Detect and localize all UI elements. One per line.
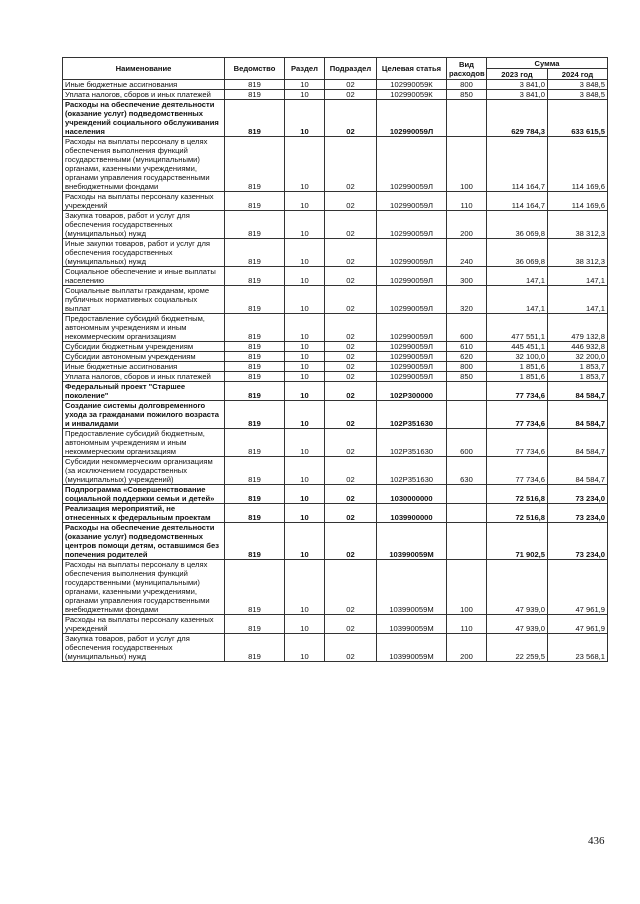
table-row	[63, 90, 608, 100]
row-razdel-cell: 10	[285, 634, 325, 662]
row-podrazdel-cell: 02	[325, 80, 377, 90]
row-vedomstvo-cell: 819	[225, 560, 285, 615]
row-name-cell: Иные закупки товаров, работ и услуг для обеспечения государственных (муниципальных) нужд	[63, 239, 225, 267]
row-vedomstvo-cell: 819	[225, 615, 285, 634]
row-razdel-cell: 10	[285, 90, 325, 100]
row-expense-type-cell	[447, 523, 487, 560]
row-name-cell: Субсидии автономным учреждениям	[63, 352, 225, 362]
row-name-cell: Уплата налогов, сборов и иных платежей	[63, 90, 225, 100]
row-sum-2023-cell: 22 259,5	[487, 634, 548, 662]
row-name-cell: Уплата налогов, сборов и иных платежей	[63, 372, 225, 382]
row-razdel-cell: 10	[285, 192, 325, 211]
row-podrazdel-cell: 02	[325, 362, 377, 372]
table-row	[63, 401, 608, 429]
row-sum-2023-cell: 47 939,0	[487, 560, 548, 615]
table-row	[63, 100, 608, 137]
row-sum-2024-cell: 84 584,7	[548, 401, 608, 429]
row-name-cell: Расходы на выплаты персоналу в целях обеспечения выполнения функций государственными (муниципальными) органами, казенными учреждениями, органами управления государственными внебюджетными фондами	[63, 137, 225, 192]
row-expense-type-cell: 200	[447, 211, 487, 239]
table-row	[63, 80, 608, 90]
row-expense-type-cell: 620	[447, 352, 487, 362]
table-row	[63, 560, 608, 615]
row-expense-type-cell: 800	[447, 80, 487, 90]
table-row	[63, 523, 608, 560]
row-expense-type-cell: 850	[447, 372, 487, 382]
row-sum-2024-cell: 114 169,6	[548, 137, 608, 192]
row-razdel-cell: 10	[285, 80, 325, 90]
row-podrazdel-cell: 02	[325, 192, 377, 211]
row-podrazdel-cell: 02	[325, 342, 377, 352]
row-podrazdel-cell: 02	[325, 560, 377, 615]
row-name-cell: Подпрограмма «Совершенствование социальной поддержки семьи и детей»	[63, 485, 225, 504]
row-vedomstvo-cell: 819	[225, 457, 285, 485]
row-podrazdel-cell: 02	[325, 211, 377, 239]
row-expense-type-cell: 100	[447, 560, 487, 615]
header-year-2024: 2024 год	[548, 69, 608, 80]
row-razdel-cell: 10	[285, 457, 325, 485]
row-name-cell: Предоставление субсидий бюджетным, автономным учреждениям и иным некоммерческим организациям	[63, 314, 225, 342]
table-row	[63, 286, 608, 314]
row-razdel-cell: 10	[285, 352, 325, 362]
row-razdel-cell: 10	[285, 267, 325, 286]
row-razdel-cell: 10	[285, 314, 325, 342]
row-target-article-cell: 103990059М	[377, 523, 447, 560]
row-vedomstvo-cell: 819	[225, 429, 285, 457]
row-target-article-cell: 103990059М	[377, 560, 447, 615]
row-vedomstvo-cell: 819	[225, 267, 285, 286]
row-razdel-cell: 10	[285, 485, 325, 504]
row-sum-2023-cell: 1 851,6	[487, 362, 548, 372]
row-sum-2024-cell: 1 853,7	[548, 372, 608, 382]
row-sum-2023-cell: 114 164,7	[487, 137, 548, 192]
table-row	[63, 504, 608, 523]
table-body	[63, 80, 608, 662]
row-target-article-cell: 103990059М	[377, 634, 447, 662]
table-row	[63, 267, 608, 286]
row-podrazdel-cell: 02	[325, 401, 377, 429]
row-target-article-cell: 1030000000	[377, 485, 447, 504]
row-sum-2024-cell: 1 853,7	[548, 362, 608, 372]
row-sum-2024-cell: 23 568,1	[548, 634, 608, 662]
row-razdel-cell: 10	[285, 504, 325, 523]
row-target-article-cell: 102990059Л	[377, 286, 447, 314]
row-vedomstvo-cell: 819	[225, 485, 285, 504]
row-sum-2023-cell: 629 784,3	[487, 100, 548, 137]
row-razdel-cell: 10	[285, 100, 325, 137]
row-sum-2023-cell: 147,1	[487, 267, 548, 286]
row-target-article-cell: 102P351630	[377, 401, 447, 429]
row-podrazdel-cell: 02	[325, 615, 377, 634]
header-vedomstvo: Ведомство	[225, 58, 285, 80]
row-expense-type-cell: 320	[447, 286, 487, 314]
row-podrazdel-cell: 02	[325, 239, 377, 267]
header-razdel: Раздел	[285, 58, 325, 80]
row-razdel-cell: 10	[285, 286, 325, 314]
row-sum-2023-cell: 1 851,6	[487, 372, 548, 382]
row-razdel-cell: 10	[285, 342, 325, 352]
row-name-cell: Расходы на выплаты персоналу казенных учреждений	[63, 192, 225, 211]
row-sum-2024-cell: 73 234,0	[548, 504, 608, 523]
row-sum-2023-cell: 36 069,8	[487, 211, 548, 239]
row-expense-type-cell: 600	[447, 314, 487, 342]
row-sum-2023-cell: 71 902,5	[487, 523, 548, 560]
row-podrazdel-cell: 02	[325, 352, 377, 362]
table-row	[63, 382, 608, 401]
row-expense-type-cell: 300	[447, 267, 487, 286]
row-vedomstvo-cell: 819	[225, 362, 285, 372]
row-target-article-cell: 102990059Л	[377, 192, 447, 211]
row-expense-type-cell: 200	[447, 634, 487, 662]
row-name-cell: Субсидии бюджетным учреждениям	[63, 342, 225, 352]
row-sum-2024-cell: 479 132,8	[548, 314, 608, 342]
row-sum-2023-cell: 72 516,8	[487, 485, 548, 504]
row-vedomstvo-cell: 819	[225, 192, 285, 211]
row-name-cell: Социальное обеспечение и иные выплаты населению	[63, 267, 225, 286]
row-vedomstvo-cell: 819	[225, 211, 285, 239]
row-name-cell: Расходы на выплаты персоналу в целях обеспечения выполнения функций государственными (муниципальными) органами, казенными учреждениями, органами управления государственными внебюджетными фондами	[63, 560, 225, 615]
row-razdel-cell: 10	[285, 615, 325, 634]
row-target-article-cell: 102990059Л	[377, 137, 447, 192]
row-podrazdel-cell: 02	[325, 485, 377, 504]
row-podrazdel-cell: 02	[325, 504, 377, 523]
row-vedomstvo-cell: 819	[225, 372, 285, 382]
row-podrazdel-cell: 02	[325, 100, 377, 137]
row-razdel-cell: 10	[285, 362, 325, 372]
row-sum-2023-cell: 32 100,0	[487, 352, 548, 362]
row-expense-type-cell: 800	[447, 362, 487, 372]
row-razdel-cell: 10	[285, 211, 325, 239]
row-name-cell: Иные бюджетные ассигнования	[63, 80, 225, 90]
row-podrazdel-cell: 02	[325, 90, 377, 100]
row-podrazdel-cell: 02	[325, 372, 377, 382]
table-row	[63, 192, 608, 211]
row-expense-type-cell: 630	[447, 457, 487, 485]
row-target-article-cell: 102P351630	[377, 429, 447, 457]
row-sum-2024-cell: 3 848,5	[548, 80, 608, 90]
table-row	[63, 362, 608, 372]
row-expense-type-cell: 100	[447, 137, 487, 192]
row-sum-2024-cell: 32 200,0	[548, 352, 608, 362]
row-sum-2024-cell: 47 961,9	[548, 560, 608, 615]
row-sum-2023-cell: 477 551,1	[487, 314, 548, 342]
row-sum-2023-cell: 445 451,1	[487, 342, 548, 352]
row-podrazdel-cell: 02	[325, 523, 377, 560]
row-sum-2023-cell: 77 734,6	[487, 457, 548, 485]
row-name-cell: Федеральный проект "Старшее поколение"	[63, 382, 225, 401]
row-target-article-cell: 102990059Л	[377, 211, 447, 239]
row-name-cell: Закупка товаров, работ и услуг для обеспечения государственных (муниципальных) нужд	[63, 634, 225, 662]
row-target-article-cell: 102990059Л	[377, 239, 447, 267]
row-name-cell: Расходы на выплаты персоналу казенных учреждений	[63, 615, 225, 634]
row-sum-2024-cell: 84 584,7	[548, 429, 608, 457]
row-podrazdel-cell: 02	[325, 286, 377, 314]
row-name-cell: Реализация мероприятий, не отнесенных к федеральным проектам	[63, 504, 225, 523]
row-podrazdel-cell: 02	[325, 382, 377, 401]
row-razdel-cell: 10	[285, 523, 325, 560]
row-sum-2023-cell: 77 734,6	[487, 382, 548, 401]
row-sum-2024-cell: 38 312,3	[548, 211, 608, 239]
row-sum-2024-cell: 114 169,6	[548, 192, 608, 211]
row-sum-2023-cell: 77 734,6	[487, 401, 548, 429]
row-target-article-cell: 102990059Л	[377, 352, 447, 362]
header-expense-type: Вид расходов	[447, 58, 487, 80]
row-name-cell: Иные бюджетные ассигнования	[63, 362, 225, 372]
row-sum-2024-cell: 147,1	[548, 267, 608, 286]
row-sum-2024-cell: 147,1	[548, 286, 608, 314]
header-name: Наименование	[63, 58, 225, 80]
row-podrazdel-cell: 02	[325, 429, 377, 457]
row-sum-2024-cell: 73 234,0	[548, 523, 608, 560]
row-target-article-cell: 103990059М	[377, 615, 447, 634]
row-expense-type-cell	[447, 485, 487, 504]
page-number: 436	[588, 835, 605, 847]
row-name-cell: Предоставление субсидий бюджетным, автономным учреждениям и иным некоммерческим организациям	[63, 429, 225, 457]
row-sum-2024-cell: 38 312,3	[548, 239, 608, 267]
row-sum-2023-cell: 47 939,0	[487, 615, 548, 634]
row-target-article-cell: 102990059Л	[377, 100, 447, 137]
row-razdel-cell: 10	[285, 137, 325, 192]
row-target-article-cell: 102P300000	[377, 382, 447, 401]
budget-table-page	[62, 57, 607, 662]
header-target-article: Целевая статья	[377, 58, 447, 80]
row-razdel-cell: 10	[285, 560, 325, 615]
row-vedomstvo-cell: 819	[225, 382, 285, 401]
row-podrazdel-cell: 02	[325, 137, 377, 192]
table-row	[63, 137, 608, 192]
row-name-cell: Социальные выплаты гражданам, кроме публичных нормативных социальных выплат	[63, 286, 225, 314]
row-podrazdel-cell: 02	[325, 457, 377, 485]
row-target-article-cell: 1039900000	[377, 504, 447, 523]
row-expense-type-cell: 610	[447, 342, 487, 352]
row-name-cell: Создание системы долговременного ухода за гражданами пожилого возраста и инвалидами	[63, 401, 225, 429]
row-sum-2023-cell: 3 841,0	[487, 80, 548, 90]
table-row	[63, 372, 608, 382]
row-vedomstvo-cell: 819	[225, 314, 285, 342]
table-row	[63, 485, 608, 504]
row-target-article-cell: 102990059Л	[377, 342, 447, 352]
row-target-article-cell: 102990059К	[377, 90, 447, 100]
row-expense-type-cell: 240	[447, 239, 487, 267]
table-row	[63, 634, 608, 662]
row-sum-2023-cell: 72 516,8	[487, 504, 548, 523]
table-row	[63, 457, 608, 485]
table-row	[63, 429, 608, 457]
row-vedomstvo-cell: 819	[225, 80, 285, 90]
row-expense-type-cell: 110	[447, 615, 487, 634]
row-target-article-cell: 102990059Л	[377, 314, 447, 342]
row-name-cell: Закупка товаров, работ и услуг для обеспечения государственных (муниципальных) нужд	[63, 211, 225, 239]
row-sum-2024-cell: 84 584,7	[548, 382, 608, 401]
row-vedomstvo-cell: 819	[225, 634, 285, 662]
header-year-2023: 2023 год	[487, 69, 548, 80]
row-sum-2024-cell: 633 615,5	[548, 100, 608, 137]
row-expense-type-cell	[447, 382, 487, 401]
header-sum: Сумма	[487, 58, 608, 69]
row-sum-2024-cell: 446 932,8	[548, 342, 608, 352]
row-sum-2023-cell: 36 069,8	[487, 239, 548, 267]
row-expense-type-cell: 850	[447, 90, 487, 100]
row-target-article-cell: 102990059Л	[377, 267, 447, 286]
row-sum-2024-cell: 3 848,5	[548, 90, 608, 100]
row-expense-type-cell	[447, 401, 487, 429]
header-podrazdel: Подраздел	[325, 58, 377, 80]
row-vedomstvo-cell: 819	[225, 239, 285, 267]
row-sum-2024-cell: 84 584,7	[548, 457, 608, 485]
row-vedomstvo-cell: 819	[225, 523, 285, 560]
row-vedomstvo-cell: 819	[225, 342, 285, 352]
row-sum-2024-cell: 47 961,9	[548, 615, 608, 634]
row-expense-type-cell: 600	[447, 429, 487, 457]
row-name-cell: Субсидии некоммерческим организациям (за исключением государственных (муниципальных) учреждений)	[63, 457, 225, 485]
row-podrazdel-cell: 02	[325, 634, 377, 662]
row-target-article-cell: 102P351630	[377, 457, 447, 485]
row-name-cell: Расходы на обеспечение деятельности (оказание услуг) подведомственных учреждений социального обслуживания населения	[63, 100, 225, 137]
row-vedomstvo-cell: 819	[225, 504, 285, 523]
row-sum-2023-cell: 3 841,0	[487, 90, 548, 100]
table-row	[63, 615, 608, 634]
table-row	[63, 211, 608, 239]
row-target-article-cell: 102990059Л	[377, 372, 447, 382]
table-row	[63, 352, 608, 362]
row-podrazdel-cell: 02	[325, 267, 377, 286]
row-razdel-cell: 10	[285, 429, 325, 457]
row-expense-type-cell	[447, 504, 487, 523]
row-expense-type-cell	[447, 100, 487, 137]
row-sum-2023-cell: 77 734,6	[487, 429, 548, 457]
row-sum-2024-cell: 73 234,0	[548, 485, 608, 504]
row-vedomstvo-cell: 819	[225, 137, 285, 192]
row-podrazdel-cell: 02	[325, 314, 377, 342]
row-vedomstvo-cell: 819	[225, 100, 285, 137]
budget-table	[62, 57, 608, 662]
row-razdel-cell: 10	[285, 401, 325, 429]
row-razdel-cell: 10	[285, 382, 325, 401]
row-target-article-cell: 102990059К	[377, 80, 447, 90]
row-vedomstvo-cell: 819	[225, 286, 285, 314]
row-vedomstvo-cell: 819	[225, 401, 285, 429]
row-expense-type-cell: 110	[447, 192, 487, 211]
table-row	[63, 239, 608, 267]
row-target-article-cell: 102990059Л	[377, 362, 447, 372]
row-razdel-cell: 10	[285, 372, 325, 382]
row-name-cell: Расходы на обеспечение деятельности (оказание услуг) подведомственных центров помощи детям, оставшимся без попечения родителей	[63, 523, 225, 560]
row-razdel-cell: 10	[285, 239, 325, 267]
table-row	[63, 314, 608, 342]
row-sum-2023-cell: 147,1	[487, 286, 548, 314]
row-vedomstvo-cell: 819	[225, 90, 285, 100]
table-row	[63, 342, 608, 352]
row-vedomstvo-cell: 819	[225, 352, 285, 362]
row-sum-2023-cell: 114 164,7	[487, 192, 548, 211]
